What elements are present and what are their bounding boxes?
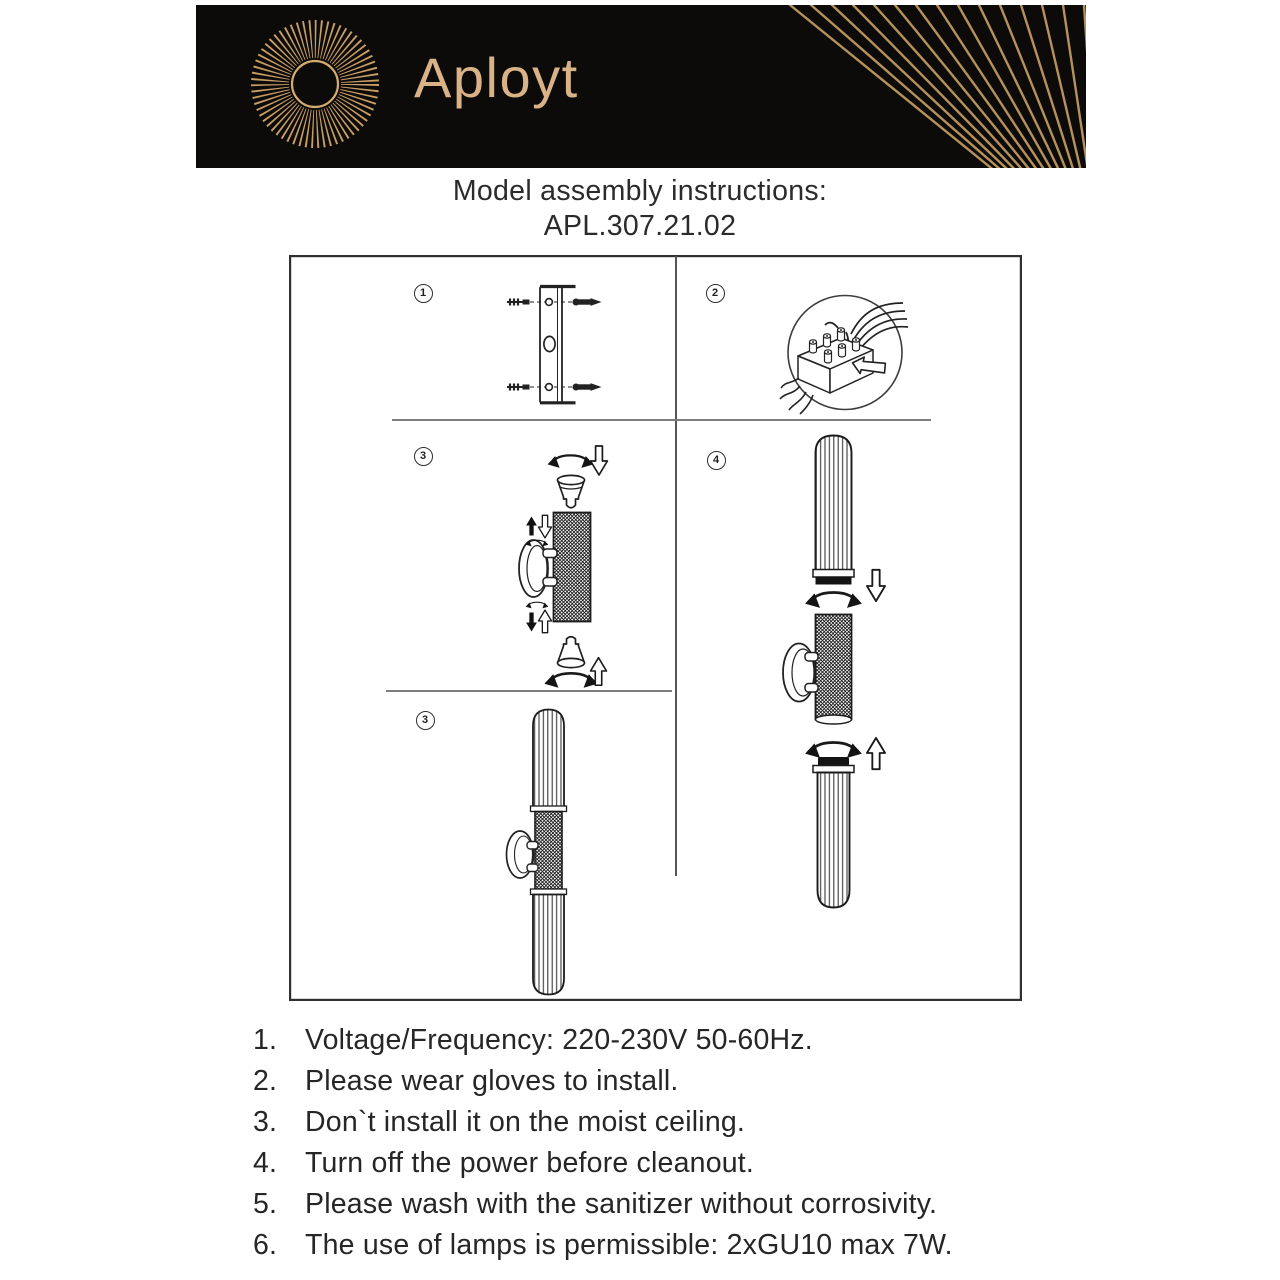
up-arrow-icon	[538, 610, 551, 633]
panel-4-shade-assembly-diagram	[783, 436, 885, 908]
instruction-number: 6.	[253, 1229, 278, 1261]
instruction-number: 5.	[253, 1188, 278, 1220]
diagram-grid	[290, 256, 1021, 1000]
instruction-text: The use of lamps is permissible: 2xGU10 max 7W.	[305, 1229, 953, 1261]
down-arrow-icon	[526, 613, 537, 632]
wall-anchor-icon	[507, 384, 529, 391]
brand-name: Aployt	[414, 46, 579, 109]
fluted-shade	[816, 436, 852, 571]
up-arrow-icon	[526, 517, 537, 536]
instruction-item	[253, 1026, 1063, 1055]
panel-5-assembled-fixture-diagram	[507, 710, 567, 995]
body-cap	[816, 715, 852, 724]
fluted-shade	[533, 710, 564, 807]
lamp-body	[535, 812, 562, 890]
cable-hole	[544, 336, 555, 351]
wall-mount	[519, 540, 557, 597]
instruction-item	[253, 1231, 1063, 1260]
instruction-number: 2.	[253, 1065, 278, 1097]
step-badge-4: 4	[707, 451, 726, 470]
instruction-text: Please wash with the sanitizer without corrosivity.	[305, 1188, 938, 1220]
model-number: APL.307.21.02	[543, 210, 737, 242]
terminal-post	[853, 338, 860, 351]
thread-band	[816, 577, 852, 585]
instruction-item	[253, 1067, 1063, 1096]
instruction-text: Voltage/Frequency: 220-230V 50-60Hz.	[305, 1024, 813, 1056]
bulb-icon	[558, 475, 585, 507]
wall-mount	[507, 831, 539, 878]
down-arrow-icon	[591, 446, 608, 475]
sunburst-logo-icon	[270, 39, 360, 129]
title-block	[0, 174, 1280, 244]
step-badge-1: 1	[414, 284, 433, 303]
instruction-item	[253, 1108, 1063, 1137]
rotate-arrow-icon	[554, 455, 587, 464]
rotate-arrow-icon	[552, 673, 590, 683]
terminal-post	[810, 340, 817, 353]
instruction-text: Turn off the power before cleanout.	[305, 1147, 755, 1179]
banner-graphics	[196, 5, 1086, 168]
terminal-post	[824, 334, 831, 347]
instruction-number: 4.	[253, 1147, 278, 1179]
wall-mount	[783, 644, 818, 702]
lamp-body	[554, 513, 591, 622]
assembly-diagram-canvas	[289, 255, 1022, 1001]
instruction-item	[253, 1190, 1063, 1219]
terminal-post	[839, 344, 846, 357]
terminal-post	[825, 350, 832, 363]
instruction-list	[253, 1026, 1063, 1272]
brand-banner	[196, 5, 1086, 168]
fluted-shade	[818, 773, 850, 908]
step-badge-2: 2	[706, 284, 725, 303]
up-arrow-icon	[591, 658, 607, 686]
fluted-shade	[533, 895, 564, 995]
panel-1-bracket-diagram	[507, 287, 600, 404]
page-title: Model assembly instructions:	[452, 175, 828, 207]
shade-collar	[813, 766, 854, 773]
instruction-number: 1.	[253, 1024, 278, 1056]
shade-collar	[813, 570, 854, 578]
rotate-arrow-icon	[529, 602, 545, 606]
wall-anchor-icon	[507, 299, 529, 306]
up-arrow-icon	[867, 738, 885, 769]
bulb-icon	[558, 637, 585, 668]
instruction-item	[253, 1149, 1063, 1178]
lamp-body	[816, 615, 852, 720]
rotate-arrow-icon	[813, 592, 853, 603]
screw-icon	[573, 384, 600, 390]
screw-icon	[573, 299, 600, 305]
panel-3-lamp-assembly-diagram	[519, 446, 607, 685]
screw-hole	[546, 299, 553, 306]
down-arrow-icon	[538, 515, 551, 538]
terminal-post	[838, 328, 845, 341]
decorative-rays-icon	[790, 5, 1086, 168]
assembly-diagram	[289, 255, 1022, 1001]
down-arrow-icon	[867, 570, 885, 601]
step-badge-5: 3	[416, 711, 435, 730]
step-badge-3: 3	[414, 447, 433, 466]
shade-collar	[531, 806, 567, 812]
thread-band	[818, 757, 849, 766]
instruction-text: Please wear gloves to install.	[305, 1065, 679, 1097]
instruction-text: Don`t install it on the moist ceiling.	[305, 1106, 746, 1138]
panel-2-wiring-diagram	[780, 296, 908, 415]
rotate-arrow-icon	[813, 742, 853, 753]
screw-hole	[546, 384, 553, 391]
instruction-number: 3.	[253, 1106, 278, 1138]
